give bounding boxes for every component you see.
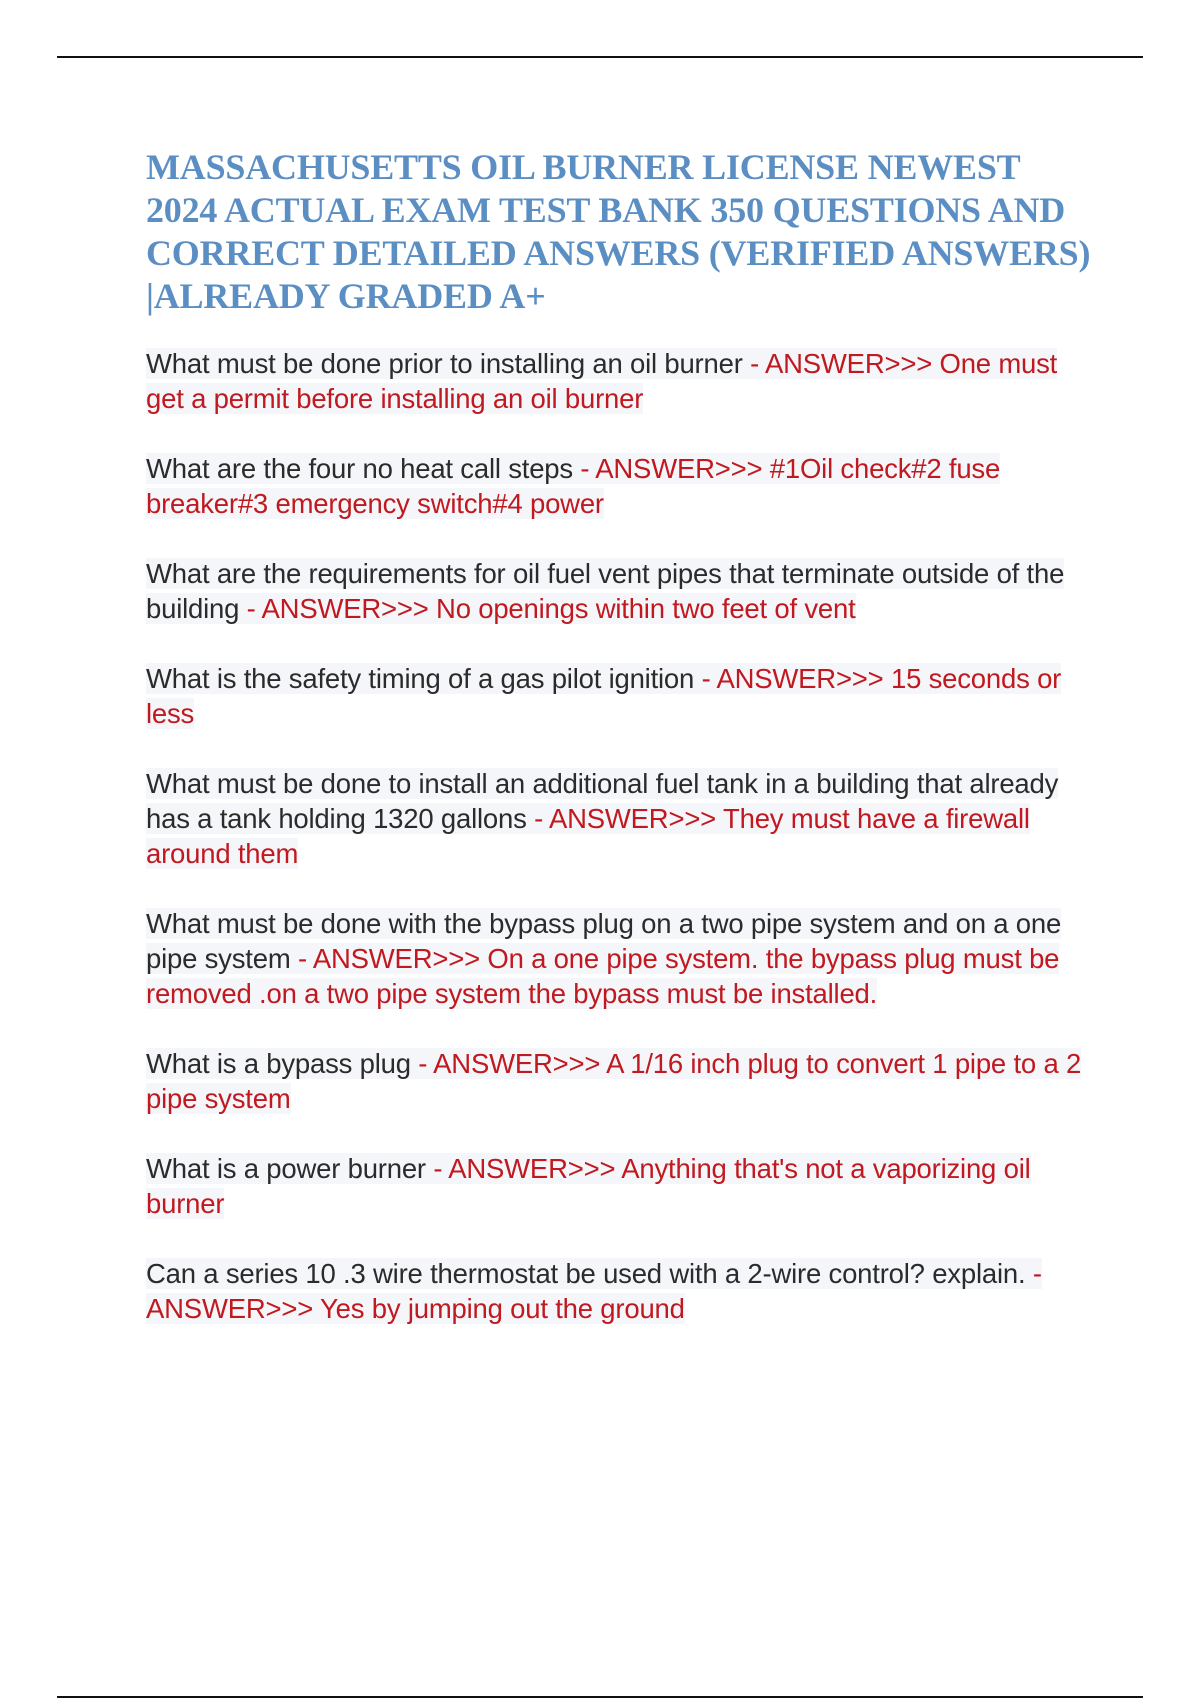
qa-item xyxy=(146,1151,1096,1221)
answer-separator: - ANSWER>>> xyxy=(742,348,940,379)
qa-item xyxy=(146,556,1096,626)
answer-text: 15 seconds or less xyxy=(146,663,1062,729)
question-text: Can a series 10 .3 wire thermostat be used with a 2-wire control? explain. xyxy=(146,1258,1026,1289)
answer-text: No openings within two feet of vent xyxy=(436,593,856,624)
answer-text: Anything that's not a vaporizing oil burner xyxy=(146,1153,1031,1219)
question-text: What must be done prior to installing an oil burner xyxy=(146,348,743,379)
answer-separator: - ANSWER>>> xyxy=(572,453,770,484)
qa-item xyxy=(146,1256,1096,1326)
question-text: What are the four no heat call steps xyxy=(146,453,573,484)
answer-separator: - ANSWER>>> xyxy=(425,1153,622,1184)
document-title: MASSACHUSETTS OIL BURNER LICENSE NEWEST 2024 ACTUAL EXAM TEST BANK 350 QUESTIONS AND CORRECT DETAILED ANSWERS (VERIFIED ANSWERS) |ALREADY GRADED A+ xyxy=(146,147,1091,316)
answer-separator: - ANSWER>>> xyxy=(239,593,437,624)
answer-text: They must have a firewall around them xyxy=(146,803,1030,869)
answer-separator: - ANSWER>>> xyxy=(526,803,723,834)
qa-item xyxy=(146,346,1096,416)
answer-separator: - ANSWER>>> xyxy=(290,943,488,974)
answer-text: #1Oil check#2 fuse breaker#3 emergency switch#4 power xyxy=(146,453,1001,519)
answer-text: Yes by jumping out the ground xyxy=(320,1293,685,1324)
question-text: What must be done with the bypass plug on a two pipe system and on a one pipe system xyxy=(146,908,1062,974)
answer-separator: - ANSWER>>> xyxy=(694,663,891,694)
answer-text: A 1/16 inch plug to convert 1 pipe to a 2 pipe system xyxy=(146,1048,1082,1114)
document-body xyxy=(146,146,1096,1361)
qa-item xyxy=(146,1046,1096,1116)
question-text: What must be done to install an additional fuel tank in a building that already has a tank holding 1320 gallons xyxy=(146,768,1059,834)
qa-item xyxy=(146,661,1096,731)
answer-separator: - ANSWER>>> xyxy=(410,1048,607,1079)
qa-item xyxy=(146,766,1096,871)
bottom-rule xyxy=(57,1696,1143,1698)
qa-item xyxy=(146,906,1096,1011)
question-text: What is the safety timing of a gas pilot ignition xyxy=(146,663,695,694)
answer-text: On a one pipe system. the bypass plug must be removed .on a two pipe system the bypass must be installed. xyxy=(146,943,1060,1009)
question-text: What is a bypass plug xyxy=(146,1048,411,1079)
qa-item xyxy=(146,451,1096,521)
top-rule xyxy=(57,56,1143,58)
answer-separator: - ANSWER>>> xyxy=(146,1258,1042,1324)
answer-text: One must get a permit before installing an oil burner xyxy=(146,348,1058,414)
question-text: What are the requirements for oil fuel vent pipes that terminate outside of the building xyxy=(146,558,1065,624)
qa-list xyxy=(146,346,1096,1326)
question-text: What is a power burner xyxy=(146,1153,426,1184)
